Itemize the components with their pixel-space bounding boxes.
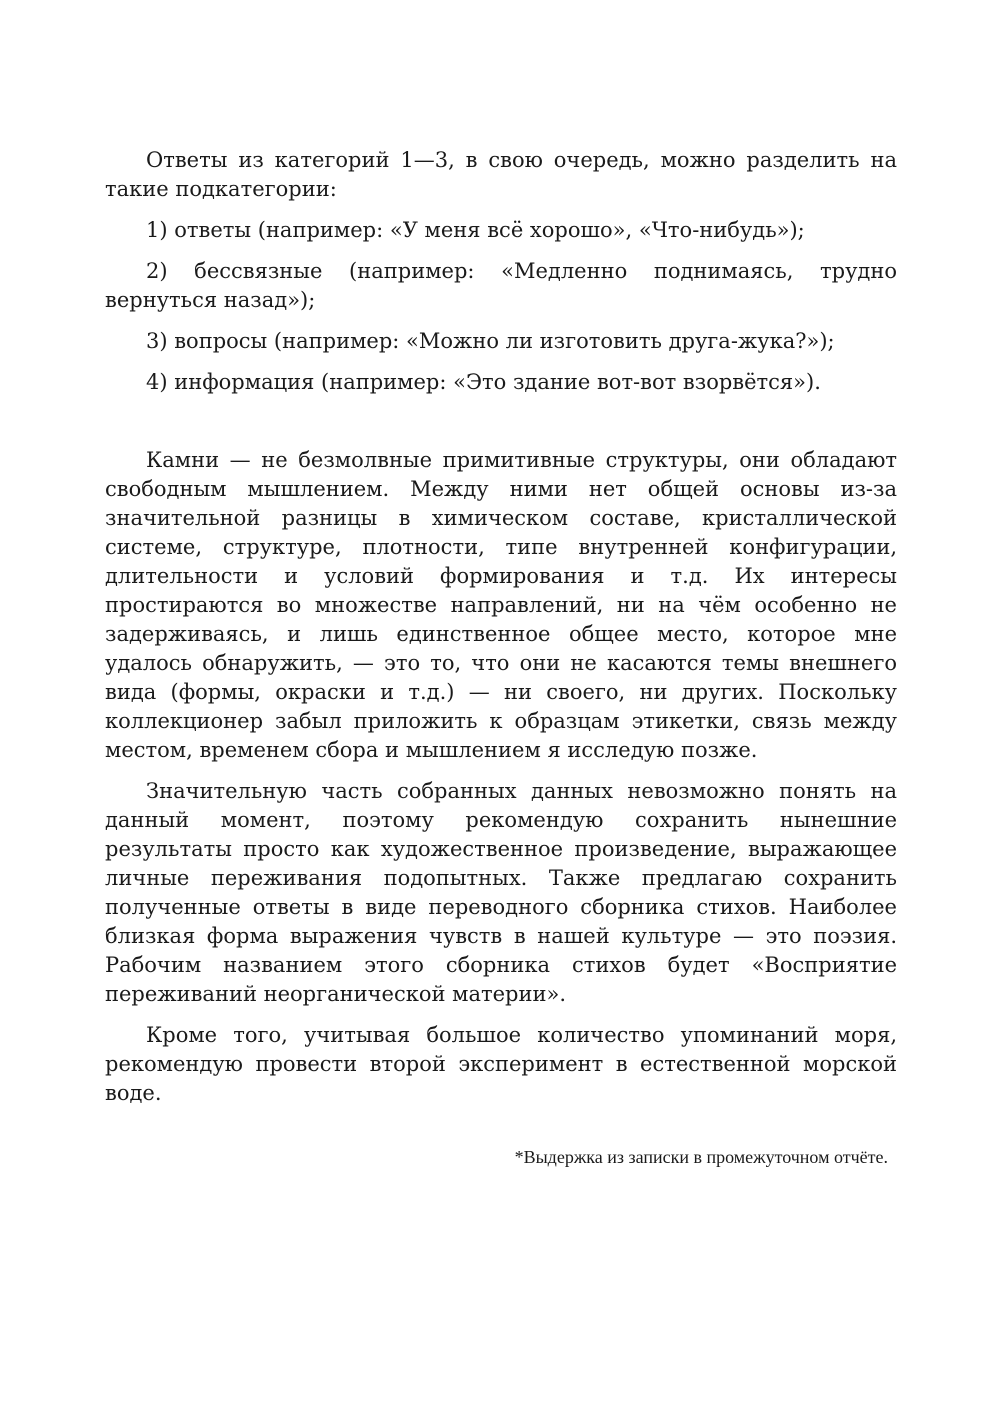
subcategory-item: 2) бессвязные (например: «Медленно поднимаясь, трудно вернуться назад»); xyxy=(105,259,897,312)
document-page xyxy=(105,146,897,1108)
sea-experiment-paragraph: Кроме того, учитывая большое количество упоминаний моря, рекомендую провести второй эксперимент в естественной морской воде. xyxy=(105,1023,897,1105)
intro-section xyxy=(105,146,897,397)
recommendation-paragraph: Значительную часть собранных данных невозможно понять на данный момент, поэтому рекомендую сохранить нынешние результаты просто как художественное произведение, выражающее личные переживания подопытных. Также предлагаю сохранить полученные ответы в виде переводного сборника стихов. Наиболее близкая форма выражения чувств в нашей культуре — это поэзия. Рабочим названием этого сборника стихов будет «Восприятие переживаний неорганической материи». xyxy=(105,779,897,1006)
intro-lead-paragraph: Ответы из категорий 1—3, в свою очередь, можно разделить на такие подкатегории: xyxy=(105,148,897,201)
subcategory-item: 3) вопросы (например: «Можно ли изготовить друга-жука?»); xyxy=(146,329,835,353)
stones-thinking-paragraph: Камни — не безмолвные примитивные структуры, они обладают свободным мышлением. Между ними нет общей основы из-за значительной разницы в химическом составе, кристаллической системе, структуре, плотности, типе внутренней конфигурации, длительности и условий формирования и т.д. Их интересы простираются во множестве направлений, ни на чём особенно не задерживаясь, и лишь единственное общее место, которое мне удалось обнаружить, — это то, что они не касаются темы внешнего вида (формы, окраски и т.д.) — ни своего, ни других. Поскольку коллекционер забыл приложить к образцам этикетки, связь между местом, временем сбора и мышлением я исследую позже. xyxy=(105,448,897,762)
subcategory-item: 4) информация (например: «Это здание вот-вот взорвётся»). xyxy=(146,370,821,394)
subcategory-item: 1) ответы (например: «У меня всё хорошо», «Что-нибудь»); xyxy=(146,218,805,242)
footnote: *Выдержка из записки в промежуточном отчёте. xyxy=(514,1147,888,1167)
main-section xyxy=(105,446,897,1108)
